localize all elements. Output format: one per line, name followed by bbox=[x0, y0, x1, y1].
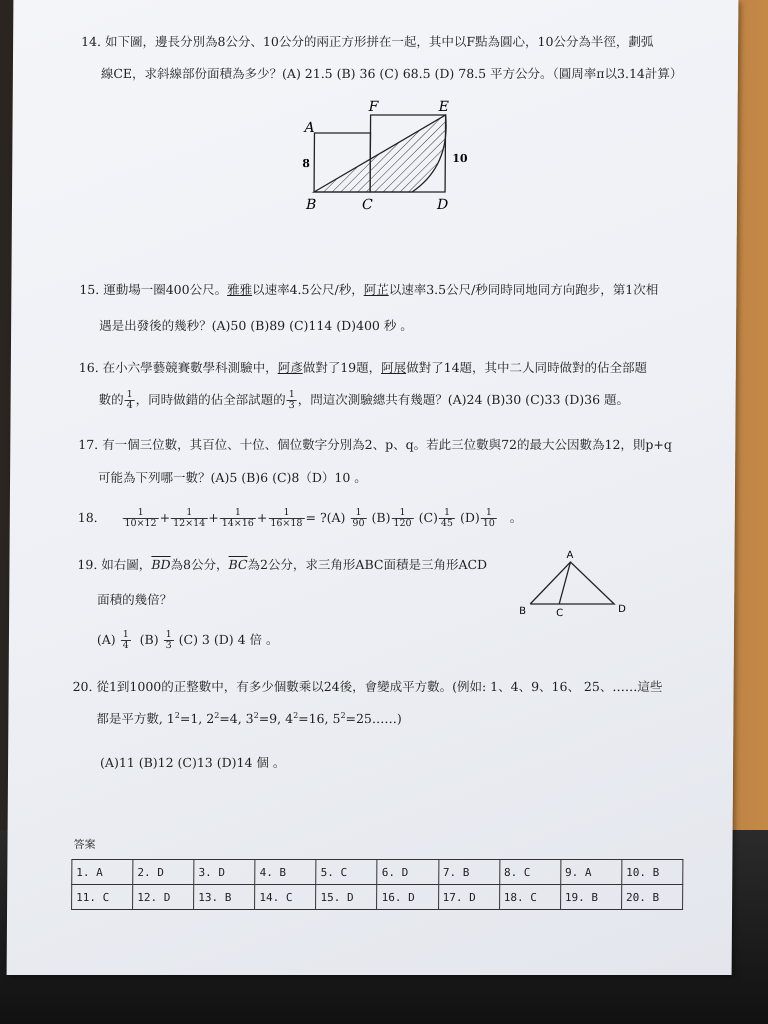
q19-line3 bbox=[97, 630, 279, 651]
q14-label-D: D bbox=[436, 197, 449, 213]
q18-end: 。 bbox=[509, 509, 523, 525]
q17-text-1: 有一個三位數，其百位、十位、個位數字分別為2、p、q。若此三位數與72的最大公因數為12，則p+q bbox=[102, 437, 672, 452]
q18-term-3-den: 14×16 bbox=[221, 517, 254, 529]
q19-label-B: B bbox=[519, 606, 527, 617]
answers-label: 答案 bbox=[73, 838, 96, 851]
answer-cell: 1. A bbox=[72, 860, 133, 885]
answer-cell: 4. B bbox=[255, 860, 316, 885]
q19-fraction-A bbox=[121, 630, 131, 651]
q18-term-3 bbox=[220, 508, 256, 529]
q16-line2 bbox=[99, 390, 630, 411]
q17-line2 bbox=[98, 470, 367, 485]
q16-fraction-1 bbox=[125, 390, 135, 411]
q15-line2 bbox=[99, 318, 413, 333]
answer-cell: 13. B bbox=[194, 885, 255, 910]
q14-label-8: 8 bbox=[302, 157, 310, 170]
q16-frac1-den: 4 bbox=[126, 399, 133, 411]
q19-line1 bbox=[77, 557, 487, 572]
answer-cell: 3. D bbox=[194, 860, 255, 885]
q19-number: 19. bbox=[77, 557, 98, 572]
answer-cell: 10. B bbox=[622, 860, 683, 885]
answer-cell: 12. D bbox=[133, 885, 194, 910]
q14-text-2: 線CE，求斜線部份面積為多少？(A) 21.5 (B) 36 (C) 68.5 (D) 78.5 平方公分。（圓周率π以3.14計算） bbox=[100, 66, 683, 81]
q16-text-1a: 在小六學藝競賽數學科測驗中， bbox=[102, 360, 278, 375]
q14-label-A: A bbox=[304, 120, 315, 136]
q18-label-C: (C) bbox=[418, 509, 438, 525]
q18-term-4-den: 16×18 bbox=[270, 517, 303, 529]
answer-cell: 14. C bbox=[255, 885, 316, 910]
q19-fraction-B bbox=[164, 630, 174, 651]
q18-label-D: (D) bbox=[459, 509, 480, 525]
q19-fracB-den: 3 bbox=[165, 639, 172, 651]
q16-text-2a: 數的 bbox=[98, 391, 124, 407]
q20-sup-1: 2 bbox=[174, 711, 180, 720]
q19-line2 bbox=[97, 592, 172, 607]
q14-figure bbox=[292, 96, 473, 216]
q16-text-1b: 做對了19題， bbox=[302, 360, 382, 375]
q20-line1 bbox=[73, 679, 663, 694]
q18-choice-C-den: 45 bbox=[440, 517, 454, 529]
answer-cell: 16. D bbox=[377, 885, 438, 910]
q19-text-1b: 為8公分， bbox=[170, 557, 229, 572]
q15-text-1a: 運動場一圈400公尺。 bbox=[103, 282, 228, 297]
q14-text-1: 如下圖，邊長分別為8公分、10公分的兩正方形拼在一起，其中以F點為圓心，10公分為半徑，劃弧 bbox=[104, 34, 654, 49]
q18-choice-C bbox=[439, 508, 455, 529]
answer-cell: 19. B bbox=[560, 885, 621, 910]
q20-sup-5: 2 bbox=[340, 711, 346, 720]
q15-name-2: 阿芷 bbox=[363, 282, 389, 297]
q16-fraction-2 bbox=[287, 390, 297, 411]
q15-name-1: 雅雅 bbox=[227, 282, 253, 297]
q18-choice-A-den: 90 bbox=[352, 517, 365, 529]
q20-text-2e: =16, 5 bbox=[298, 711, 341, 727]
q14-number: 14. bbox=[81, 34, 102, 49]
q14-line2 bbox=[101, 66, 683, 81]
q19-fracA-den: 4 bbox=[122, 639, 129, 651]
q14-label-F: F bbox=[368, 99, 379, 115]
q19-text-1c: 為2公分，求三角形ABC面積是三角形ACD bbox=[247, 557, 488, 572]
q20-sup-4: 2 bbox=[293, 711, 299, 720]
q18-term-1 bbox=[122, 508, 158, 529]
q16-line1 bbox=[79, 360, 647, 375]
q18-term-1-den: 10×12 bbox=[124, 517, 157, 529]
q19-segment-bc: $\overline{BC}$ bbox=[228, 557, 248, 572]
q20-number: 20. bbox=[72, 679, 93, 694]
answer-cell: 5. C bbox=[316, 860, 377, 885]
q18-number: 18. bbox=[77, 509, 98, 525]
q18-choice-A-num: 1 bbox=[350, 508, 366, 519]
q19-fracB-num: 1 bbox=[164, 630, 174, 641]
q15-line1 bbox=[79, 282, 658, 297]
q19-label-A: A bbox=[566, 550, 574, 561]
q16-name-1: 阿彥 bbox=[277, 360, 303, 375]
answer-cell: 18. C bbox=[499, 885, 560, 910]
q16-frac2-den: 3 bbox=[288, 399, 295, 411]
q19-label-C: C bbox=[556, 608, 564, 619]
answer-cell: 2. D bbox=[133, 860, 194, 885]
q18-term-2-num: 1 bbox=[171, 508, 207, 519]
q17-line1 bbox=[78, 437, 672, 452]
q14-shaded-region bbox=[314, 115, 446, 192]
q20-text-2d: =9, 4 bbox=[258, 711, 294, 727]
q18-term-4-num: 1 bbox=[268, 508, 304, 519]
q14-label-10: 10 bbox=[452, 152, 468, 165]
exam-sheet bbox=[7, 0, 739, 975]
q16-name-2: 阿展 bbox=[381, 360, 407, 375]
q15-text-2: 遇是出發後的幾秒？(A)50 (B)89 (C)114 (D)400 秒 。 bbox=[99, 318, 413, 333]
q18-plus-1: + bbox=[159, 509, 171, 525]
q16-text-2c: ，問這次測驗總共有幾題？(A)24 (B)30 (C)33 (D)36 題。 bbox=[297, 391, 630, 407]
q20-sup-2: 2 bbox=[214, 711, 220, 720]
q19-text-rest: (C) 3 (D) 4 倍 。 bbox=[178, 631, 279, 647]
q20-line3 bbox=[100, 755, 285, 770]
q19-label-A: (A) bbox=[96, 631, 116, 647]
q19-fracA-num: 1 bbox=[121, 630, 131, 641]
q19-label-D: D bbox=[618, 604, 626, 615]
q20-text-2c: =4, 3 bbox=[219, 711, 254, 727]
answer-row-2 bbox=[72, 885, 683, 910]
q19-segment-bd: $\overline{BD}$ bbox=[151, 557, 171, 572]
q20-text-2a: 都是平方數, 1 bbox=[96, 711, 175, 727]
q16-number: 16. bbox=[78, 360, 99, 375]
answer-cell: 6. D bbox=[377, 860, 438, 885]
q15-text-1c: 以速率3.5公尺/秒同時同地同方向跑步，第1次相 bbox=[388, 282, 659, 297]
q18-choice-D bbox=[481, 508, 497, 529]
answer-cell: 9. A bbox=[560, 860, 621, 885]
q18-term-4 bbox=[268, 508, 304, 529]
answer-cell: 20. B bbox=[621, 885, 682, 910]
q18-plus-2: + bbox=[208, 509, 219, 525]
q20-text-2b: =1, 2 bbox=[179, 711, 215, 727]
q16-text-1c: 做對了14題，其中二人同時做對的佔全部題 bbox=[406, 360, 648, 375]
q18-choice-B-den: 120 bbox=[393, 517, 412, 529]
q17-number: 17. bbox=[78, 437, 99, 452]
q19-triangle bbox=[530, 562, 614, 604]
q19-text-1a: 如右圖， bbox=[101, 557, 152, 572]
q20-line2 bbox=[96, 711, 402, 726]
q16-text-2b: ，同時做錯的佔全部試題的 bbox=[135, 391, 286, 407]
q16-frac1-num: 1 bbox=[125, 390, 135, 401]
q18-choice-D-den: 10 bbox=[482, 517, 495, 529]
q18-choice-A bbox=[350, 508, 366, 529]
answer-cell: 8. C bbox=[499, 860, 560, 885]
q18-choice-B-num: 1 bbox=[391, 508, 413, 519]
q14-label-C: C bbox=[361, 197, 373, 213]
answer-table bbox=[71, 859, 683, 910]
answer-cell: 11. C bbox=[72, 885, 133, 910]
answer-cell: 7. B bbox=[438, 860, 499, 885]
q20-text-3: (A)11 (B)12 (C)13 (D)14 個 。 bbox=[100, 755, 286, 770]
q15-number: 15. bbox=[79, 282, 100, 297]
answer-row-1 bbox=[72, 860, 683, 885]
q18-equals: = ?(A) bbox=[305, 509, 346, 525]
q14-label-E: E bbox=[438, 99, 449, 115]
answer-cell: 17. D bbox=[438, 885, 499, 910]
q20-sup-3: 2 bbox=[253, 711, 259, 720]
q16-frac2-num: 1 bbox=[287, 390, 297, 401]
q15-text-1b: 以速率4.5公尺/秒， bbox=[252, 282, 364, 297]
q19-text-2: 面積的幾倍？ bbox=[97, 592, 173, 607]
q18-term-1-num: 1 bbox=[123, 508, 159, 519]
q20-text-2f: =25……) bbox=[345, 711, 402, 727]
q18-term-2 bbox=[171, 508, 207, 529]
q14-line1 bbox=[81, 34, 653, 49]
q17-text-2: 可能為下列哪一數？(A)5 (B)6 (C)8（D）10 。 bbox=[98, 470, 367, 485]
q18-line bbox=[78, 508, 523, 529]
q18-term-2-den: 12×14 bbox=[173, 517, 206, 529]
answer-cell: 15. D bbox=[316, 885, 377, 910]
q14-label-B: B bbox=[305, 197, 317, 213]
q19-figure bbox=[514, 546, 635, 621]
q19-label-B: (B) bbox=[139, 631, 159, 647]
q18-label-B: (B) bbox=[371, 509, 391, 525]
q18-choice-C-num: 1 bbox=[439, 508, 455, 519]
q18-term-3-num: 1 bbox=[220, 508, 256, 519]
q18-choice-D-num: 1 bbox=[481, 508, 497, 519]
q18-plus-3: + bbox=[256, 509, 268, 525]
q18-choice-B bbox=[391, 508, 413, 529]
q20-text-1: 從1到1000的正整數中，有多少個數乘以24後，會變成平方數。(例如: 1、4、9、16、 25、……這些 bbox=[96, 679, 663, 694]
